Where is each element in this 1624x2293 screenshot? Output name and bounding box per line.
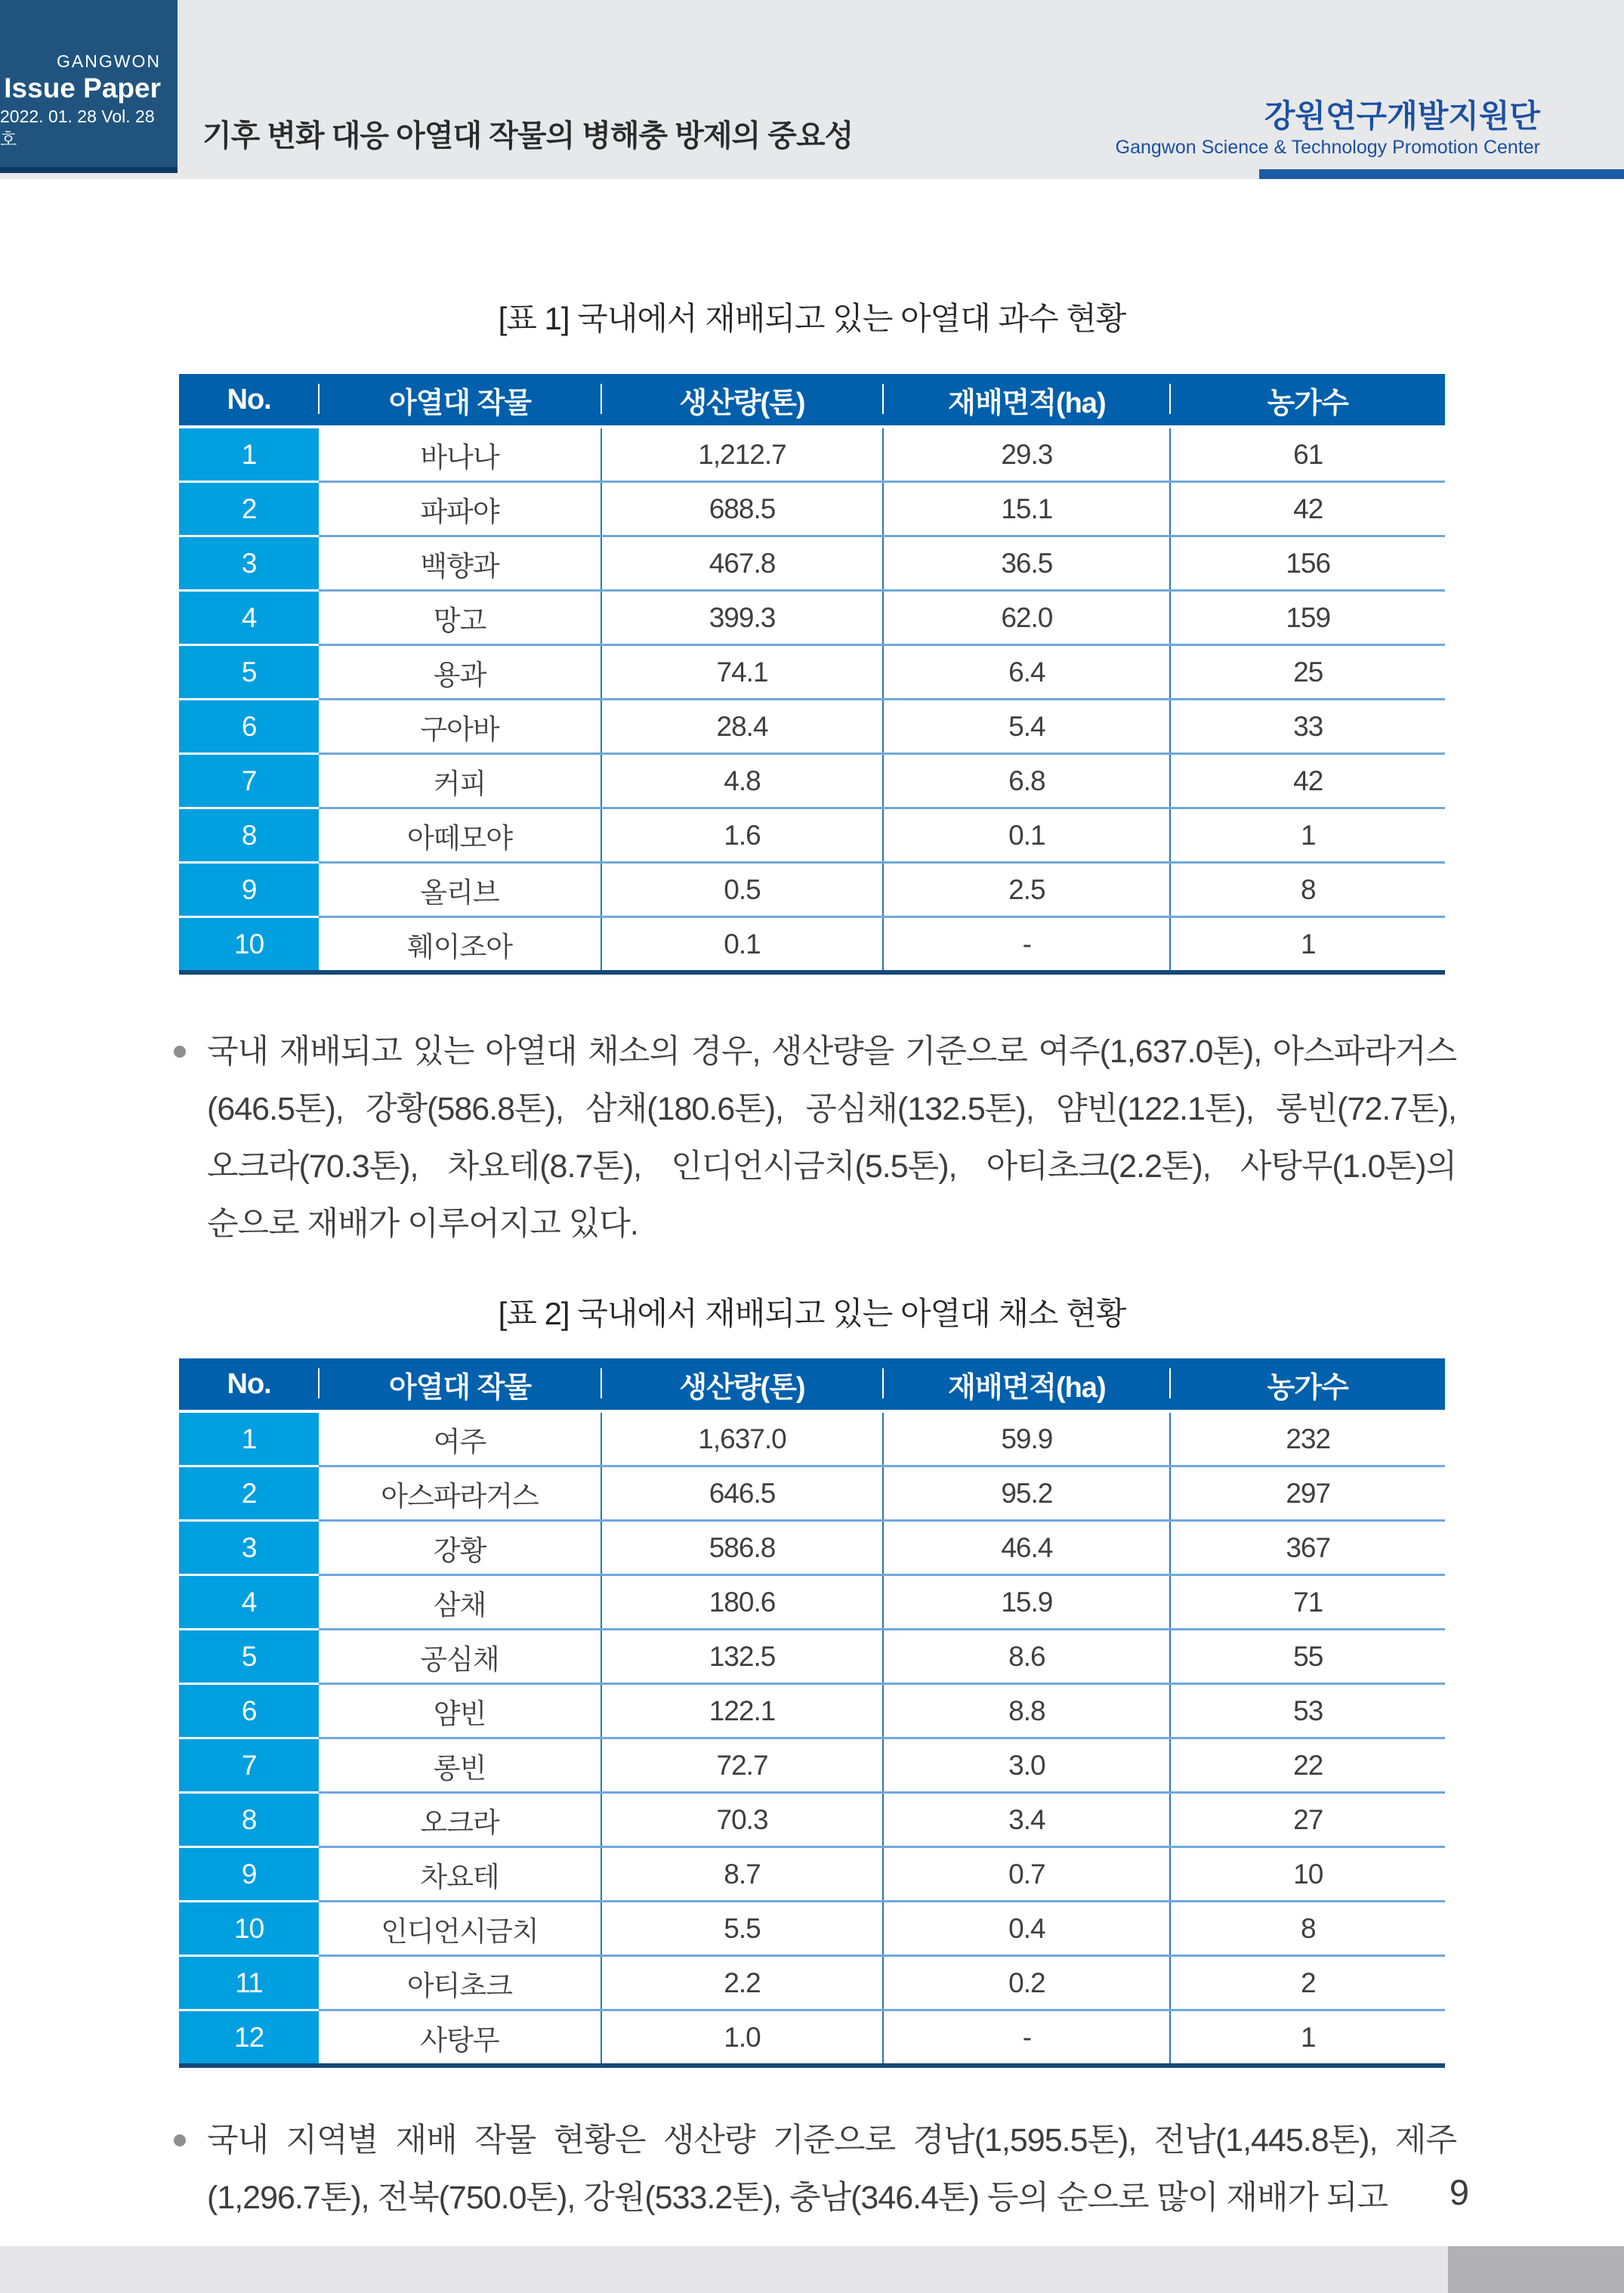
table-cell: 688.5 xyxy=(601,482,884,536)
row-number-cell: 6 xyxy=(179,1684,319,1738)
table-cell: - xyxy=(883,2010,1170,2066)
row-number-cell: 10 xyxy=(179,917,319,973)
table-cell: 297 xyxy=(1170,1466,1445,1521)
table-cell: 8 xyxy=(1170,863,1445,917)
table-cell: 159 xyxy=(1170,591,1445,645)
table-cell: 586.8 xyxy=(601,1521,884,1575)
table-cell: 53 xyxy=(1170,1684,1445,1738)
row-number-cell: 1 xyxy=(179,427,319,482)
table-cell: 0.7 xyxy=(883,1847,1170,1902)
table-row xyxy=(179,700,1445,754)
column-header: No. xyxy=(179,1358,319,1411)
row-number-cell: 8 xyxy=(179,1793,319,1847)
table-cell: 1.6 xyxy=(601,808,884,863)
table-cell: 1 xyxy=(1170,917,1445,973)
row-number-cell: 10 xyxy=(179,1902,319,1956)
bullet-paragraph-1 xyxy=(174,1023,1456,1253)
table-cell: 망고 xyxy=(319,591,601,645)
header-accent-bar xyxy=(1259,169,1624,179)
table-row xyxy=(179,1956,1445,2010)
table-cell: 367 xyxy=(1170,1521,1445,1575)
table-cell: 10 xyxy=(1170,1847,1445,1902)
table-cell: 0.2 xyxy=(883,1956,1170,2010)
table1-caption: [표 1] 국내에서 재배되고 있는 아열대 과수 현황 xyxy=(498,301,1126,336)
table-cell: 5.5 xyxy=(601,1902,884,1956)
table-cell: 36.5 xyxy=(883,536,1170,591)
row-number-cell: 3 xyxy=(179,1521,319,1575)
table-cell: 롱빈 xyxy=(319,1738,601,1793)
table-row xyxy=(179,1902,1445,1956)
row-number-cell: 8 xyxy=(179,808,319,863)
column-header: 농가수 xyxy=(1170,374,1445,427)
row-number-cell: 2 xyxy=(179,482,319,536)
row-number-cell: 9 xyxy=(179,1847,319,1902)
table-cell: 2 xyxy=(1170,1956,1445,2010)
table-row xyxy=(179,917,1445,973)
table-row xyxy=(179,1793,1445,1847)
table-cell: 71 xyxy=(1170,1575,1445,1630)
table-row xyxy=(179,645,1445,700)
table-cell: 파파야 xyxy=(319,482,601,536)
table-cell: - xyxy=(883,917,1170,973)
table-cell: 8 xyxy=(1170,1902,1445,1956)
table-row xyxy=(179,536,1445,591)
table-cell: 1 xyxy=(1170,2010,1445,2066)
table-cell: 156 xyxy=(1170,536,1445,591)
table-cell: 2.5 xyxy=(883,863,1170,917)
table-cell: 95.2 xyxy=(883,1466,1170,1521)
org-name-korean: 강원연구개발지원단 xyxy=(1264,98,1540,134)
table-cell: 59.9 xyxy=(883,1411,1170,1466)
table-cell: 42 xyxy=(1170,754,1445,808)
table-cell: 5.4 xyxy=(883,700,1170,754)
table-cell: 얌빈 xyxy=(319,1684,601,1738)
row-number-cell: 5 xyxy=(179,1630,319,1684)
brand-issue-paper-label: Issue Paper xyxy=(4,73,161,104)
table-row xyxy=(179,863,1445,917)
table-cell: 8.7 xyxy=(601,1847,884,1902)
table-row xyxy=(179,591,1445,645)
table-cell: 29.3 xyxy=(883,427,1170,482)
table-header-row xyxy=(179,374,1445,427)
table-cell: 55 xyxy=(1170,1630,1445,1684)
table-cell: 용과 xyxy=(319,645,601,700)
table-cell: 180.6 xyxy=(601,1575,884,1630)
row-number-cell: 2 xyxy=(179,1466,319,1521)
table-cell: 42 xyxy=(1170,482,1445,536)
table-cell: 0.5 xyxy=(601,863,884,917)
org-block xyxy=(1116,97,1540,159)
table-cell: 커피 xyxy=(319,754,601,808)
table-cell: 6.8 xyxy=(883,754,1170,808)
table-cell: 22 xyxy=(1170,1738,1445,1793)
column-header: 재배면적(ha) xyxy=(883,1358,1170,1411)
brand-block xyxy=(0,0,178,173)
table-cell: 0.4 xyxy=(883,1902,1170,1956)
table-cell: 0.1 xyxy=(883,808,1170,863)
row-number-cell: 1 xyxy=(179,1411,319,1466)
table-cell: 646.5 xyxy=(601,1466,884,1521)
table-row xyxy=(179,427,1445,482)
table-cell: 훼이조아 xyxy=(319,917,601,973)
row-number-cell: 4 xyxy=(179,591,319,645)
table-cell: 3.4 xyxy=(883,1793,1170,1847)
table-cell: 인디언시금치 xyxy=(319,1902,601,1956)
table-cell: 6.4 xyxy=(883,645,1170,700)
table-cell: 25 xyxy=(1170,645,1445,700)
table-row xyxy=(179,1411,1445,1466)
column-header: 재배면적(ha) xyxy=(883,374,1170,427)
page-header xyxy=(0,0,1624,179)
row-number-cell: 12 xyxy=(179,2010,319,2066)
table-cell: 4.8 xyxy=(601,754,884,808)
brand-date-volume: 2022. 01. 28 Vol. 28호 xyxy=(0,107,155,149)
page-number: 9 xyxy=(1449,2172,1470,2212)
bullet-icon xyxy=(174,1046,186,1058)
table-cell: 33 xyxy=(1170,700,1445,754)
table-row xyxy=(179,754,1445,808)
table-cell: 8.6 xyxy=(883,1630,1170,1684)
row-number-cell: 11 xyxy=(179,1956,319,2010)
org-name-english: Gangwon Science & Technology Promotion Center xyxy=(1115,137,1540,158)
table-cell: 오크라 xyxy=(319,1793,601,1847)
row-number-cell: 7 xyxy=(179,754,319,808)
page-title: 기후 변화 대응 아열대 작물의 병해충 방제의 중요성 xyxy=(202,119,854,153)
table-cell: 399.3 xyxy=(601,591,884,645)
table-cell: 구아바 xyxy=(319,700,601,754)
table-cell: 46.4 xyxy=(883,1521,1170,1575)
table-cell: 122.1 xyxy=(601,1684,884,1738)
table-cell: 아티초크 xyxy=(319,1956,601,2010)
table-row xyxy=(179,1630,1445,1684)
table-cell: 올리브 xyxy=(319,863,601,917)
bullet-paragraph-2 xyxy=(174,2112,1456,2227)
row-number-cell: 3 xyxy=(179,536,319,591)
column-header: 아열대 작물 xyxy=(319,374,601,427)
table-cell: 차요테 xyxy=(319,1847,601,1902)
table-cell: 백향과 xyxy=(319,536,601,591)
table-row xyxy=(179,1521,1445,1575)
column-header: 생산량(톤) xyxy=(601,1358,884,1411)
table-row xyxy=(179,1738,1445,1793)
row-number-cell: 7 xyxy=(179,1738,319,1793)
table-header-row xyxy=(179,1358,1445,1411)
table-row xyxy=(179,1847,1445,1902)
table-cell: 1 xyxy=(1170,808,1445,863)
table-cell: 아스파라거스 xyxy=(319,1466,601,1521)
column-header: 생산량(톤) xyxy=(601,374,884,427)
table-cell: 0.1 xyxy=(601,917,884,973)
table-cell: 15.9 xyxy=(883,1575,1170,1630)
table-cell: 아떼모야 xyxy=(319,808,601,863)
footer-band-light xyxy=(0,2246,1448,2293)
table-cell: 3.0 xyxy=(883,1738,1170,1793)
table-cell: 232 xyxy=(1170,1411,1445,1466)
table-row xyxy=(179,1466,1445,1521)
footer-band-dark xyxy=(1448,2246,1624,2293)
table-cell: 바나나 xyxy=(319,427,601,482)
table-cell: 15.1 xyxy=(883,482,1170,536)
table-cell: 8.8 xyxy=(883,1684,1170,1738)
table-cell: 강황 xyxy=(319,1521,601,1575)
row-number-cell: 5 xyxy=(179,645,319,700)
column-header: No. xyxy=(179,374,319,427)
subtropical-vegetable-table xyxy=(179,1358,1445,2068)
table-row xyxy=(179,482,1445,536)
table-cell: 72.7 xyxy=(601,1738,884,1793)
table-row xyxy=(179,2010,1445,2066)
table-cell: 1,637.0 xyxy=(601,1411,884,1466)
column-header: 아열대 작물 xyxy=(319,1358,601,1411)
row-number-cell: 4 xyxy=(179,1575,319,1630)
table-cell: 2.2 xyxy=(601,1956,884,2010)
table-cell: 74.1 xyxy=(601,645,884,700)
table-row xyxy=(179,1684,1445,1738)
subtropical-fruit-table xyxy=(179,374,1445,975)
paragraph-2-text: 국내 지역별 재배 작물 현황은 생산량 기준으로 경남(1,595.5톤), 전남(1,445.8톤), 제주(1,296.7톤), 전북(750.0톤), 강원(533.2톤), 충남(346.4톤) 등의 순으로 많이 재배가 되고 xyxy=(207,2122,1456,2216)
table-cell: 28.4 xyxy=(601,700,884,754)
row-number-cell: 9 xyxy=(179,863,319,917)
table-cell: 여주 xyxy=(319,1411,601,1466)
table-cell: 62.0 xyxy=(883,591,1170,645)
paragraph-1-text: 국내 재배되고 있는 아열대 채소의 경우, 생산량을 기준으로 여주(1,637.0톤), 아스파라거스(646.5톤), 강황(586.8톤), 삼채(180.6톤), 공심채(132.5톤), 얌빈(122.1톤), 롱빈(72.7톤), 오크라(70.3톤), 차요테(8.7톤), 인디언시금치(5.5톤), 아티초크(2.2톤), 사탕무(1.0톤)의 순으로 재배가 이루어지고 있다. xyxy=(207,1034,1456,1242)
table-cell: 1.0 xyxy=(601,2010,884,2066)
column-header: 농가수 xyxy=(1170,1358,1445,1411)
table-cell: 70.3 xyxy=(601,1793,884,1847)
table-cell: 삼채 xyxy=(319,1575,601,1630)
table-cell: 공심채 xyxy=(319,1630,601,1684)
brand-gangwon-label: GANGWON xyxy=(57,51,161,71)
table-cell: 27 xyxy=(1170,1793,1445,1847)
table-row xyxy=(179,1575,1445,1630)
table-cell: 1,212.7 xyxy=(601,427,884,482)
table-cell: 사탕무 xyxy=(319,2010,601,2066)
table-row xyxy=(179,808,1445,863)
table-cell: 467.8 xyxy=(601,536,884,591)
bullet-icon xyxy=(174,2134,186,2146)
table2-caption: [표 2] 국내에서 재배되고 있는 아열대 채소 현황 xyxy=(498,1296,1126,1331)
table-cell: 61 xyxy=(1170,427,1445,482)
row-number-cell: 6 xyxy=(179,700,319,754)
table-cell: 132.5 xyxy=(601,1630,884,1684)
